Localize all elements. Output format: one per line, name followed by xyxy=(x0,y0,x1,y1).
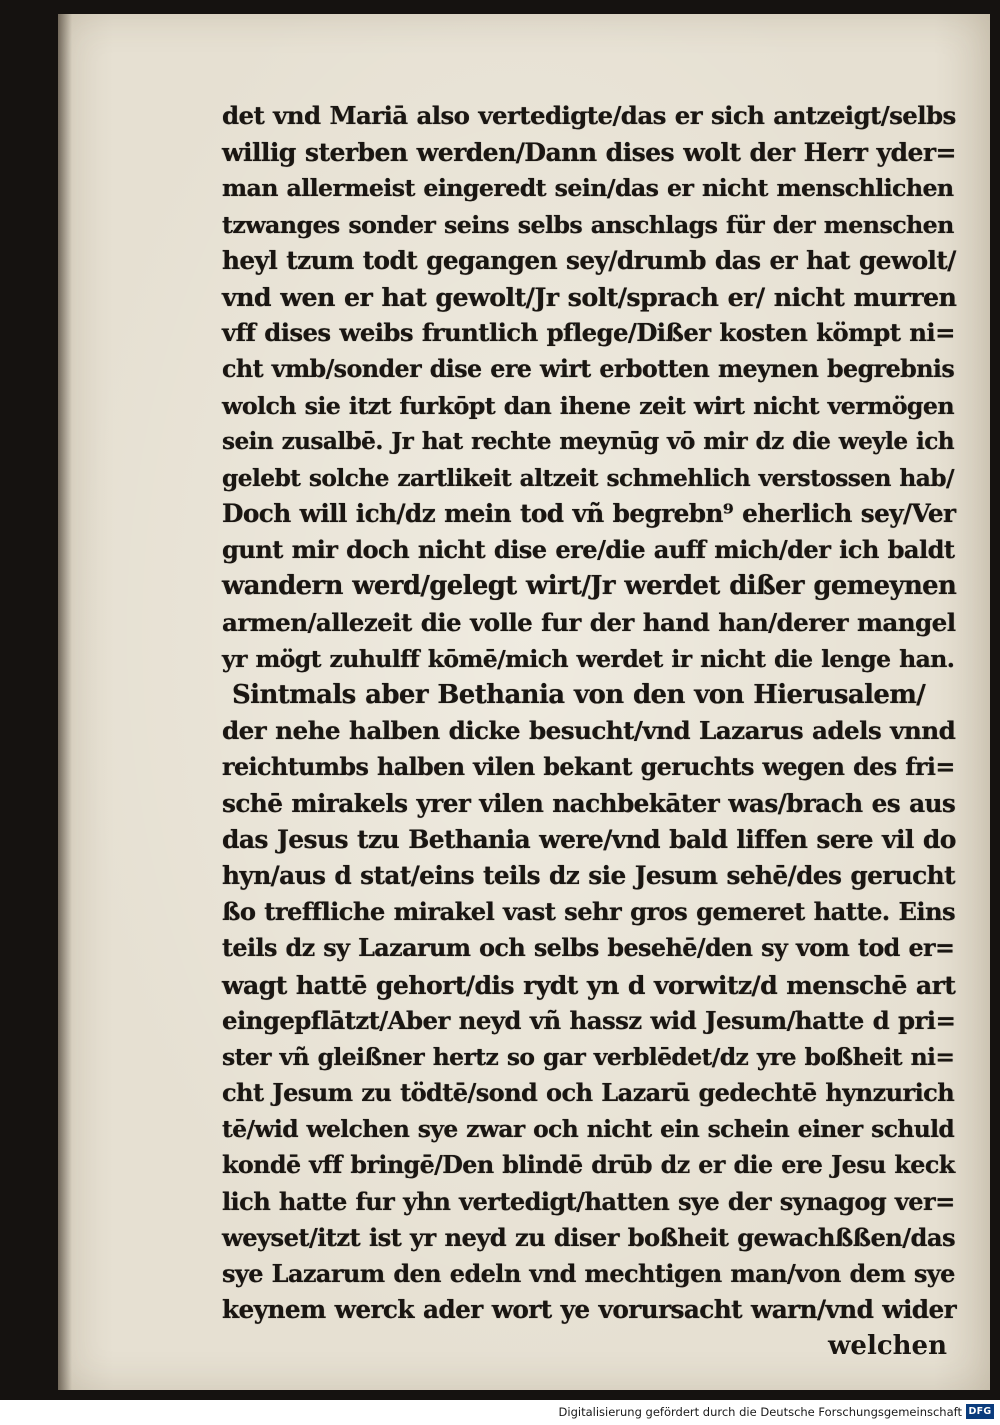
text-line: yr mögt zuhulff kōmē/mich werdet ir nicht die lenge han. xyxy=(222,644,955,673)
text-line: tzwanges sonder seins selbs anschlags für der menschen xyxy=(222,210,954,239)
text-line: wolch sie itzt furkōpt dan ihene zeit wirt nicht vermögen xyxy=(222,391,955,420)
catchword: welchen xyxy=(828,1331,947,1362)
text-line: eingepflātzt/Aber neyd vñ hassz wid Jesum/hatte d pri= xyxy=(222,1005,956,1035)
text-line: hyn/aus d stat/eins teils dz sie Jesum sehē/des gerucht xyxy=(222,860,955,890)
text-line: schē mirakels yrer vilen nachbekāter was/brach es aus xyxy=(222,788,956,818)
text-line: vnd wen er hat gewolt/Jr solt/sprach er/ nicht murren xyxy=(222,281,957,312)
text-line: teils dz sy Lazarum och selbs besehē/den sy vom tod er= xyxy=(222,934,955,963)
text-line: ßo treffliche mirakel vast sehr gros gemeret hatte. Eins xyxy=(222,897,956,927)
text-line: keynem werck ader wort ye vorursacht warn/vnd wider xyxy=(222,1295,957,1325)
text-line: kondē vff bringē/Den blindē drūb dz er die ere Jesu keck xyxy=(222,1151,955,1180)
text-line: sein zusalbē. Jr hat rechte meynūg vō mir dz die weyle ich xyxy=(222,427,955,455)
text-line: sye Lazarum den edeln vnd mechtigen man/von dem sye xyxy=(222,1259,955,1288)
text-line: Doch will ich/dz mein tod vñ begrebn⁹ eherlich sey/Ver xyxy=(222,499,956,529)
dfg-logo-icon: DFG xyxy=(966,1404,994,1419)
text-line: gunt mir doch nicht dise ere/die auff mich/der ich baldt xyxy=(222,535,955,565)
text-line: wagt hattē gehort/dis rydt yn d vorwitz/d menschē art xyxy=(222,969,956,1000)
text-line: reichtumbs halben vilen bekant geruchts wegen des fri= xyxy=(222,753,955,782)
page-gutter-shadow xyxy=(58,14,72,1390)
text-line: das Jesus tzu Bethania were/vnd bald liffen sere vil do xyxy=(222,824,956,854)
text-line: heyl tzum todt gegangen sey/drumb das er hat gewolt/ xyxy=(222,245,956,275)
text-line-paragraph-start: Sintmals aber Bethania von den von Hierusalem/ xyxy=(232,680,926,710)
text-line: det vnd Mariā also vertedigte/das er sich antzeigt/selbs xyxy=(222,101,956,130)
text-line: man allermeist eingeredt sein/das er nicht menschlichen xyxy=(222,174,954,203)
text-line: vff dises weibs fruntlich pflege/Dißer kosten kömpt ni= xyxy=(222,318,955,348)
text-line: cht Jesum zu tödtē/sond och Lazarū gedechtē hynzurich xyxy=(222,1078,955,1108)
text-line: willig sterben werden/Dann dises wolt der Herr yder= xyxy=(222,137,957,168)
text-line: ster vñ gleißner hertz so gar verblēdet/dz yre boßheit ni= xyxy=(222,1042,955,1071)
text-line: lich hatte fur yhn vertedigt/hatten sye der synagog ver= xyxy=(222,1186,955,1216)
text-line: weyset/itzt ist yr neyd zu diser boßheit gewachßßen/das xyxy=(222,1222,955,1252)
text-line: gelebt solche zartlikeit altzeit schmehlich verstossen hab/ xyxy=(222,463,954,492)
text-line: armen/allezeit die volle fur der hand han/derer mangel xyxy=(222,607,956,637)
page-text-block xyxy=(222,98,957,1364)
text-line: der nehe halben dicke besucht/vnd Lazarus adels vnnd xyxy=(222,716,956,746)
text-line: tē/wid welchen sye zwar och nicht ein schein einer schuld xyxy=(222,1115,955,1144)
footer-bar xyxy=(0,1400,1000,1425)
funding-notice: Digitalisierung gefördert durch die Deutsche Forschungsgemeinschaft xyxy=(558,1405,962,1419)
text-line: cht vmb/sonder dise ere wirt erbotten meynen begrebnis xyxy=(222,355,955,384)
text-line: wandern werd/gelegt wirt/Jr werdet dißer gemeynen xyxy=(222,571,957,602)
